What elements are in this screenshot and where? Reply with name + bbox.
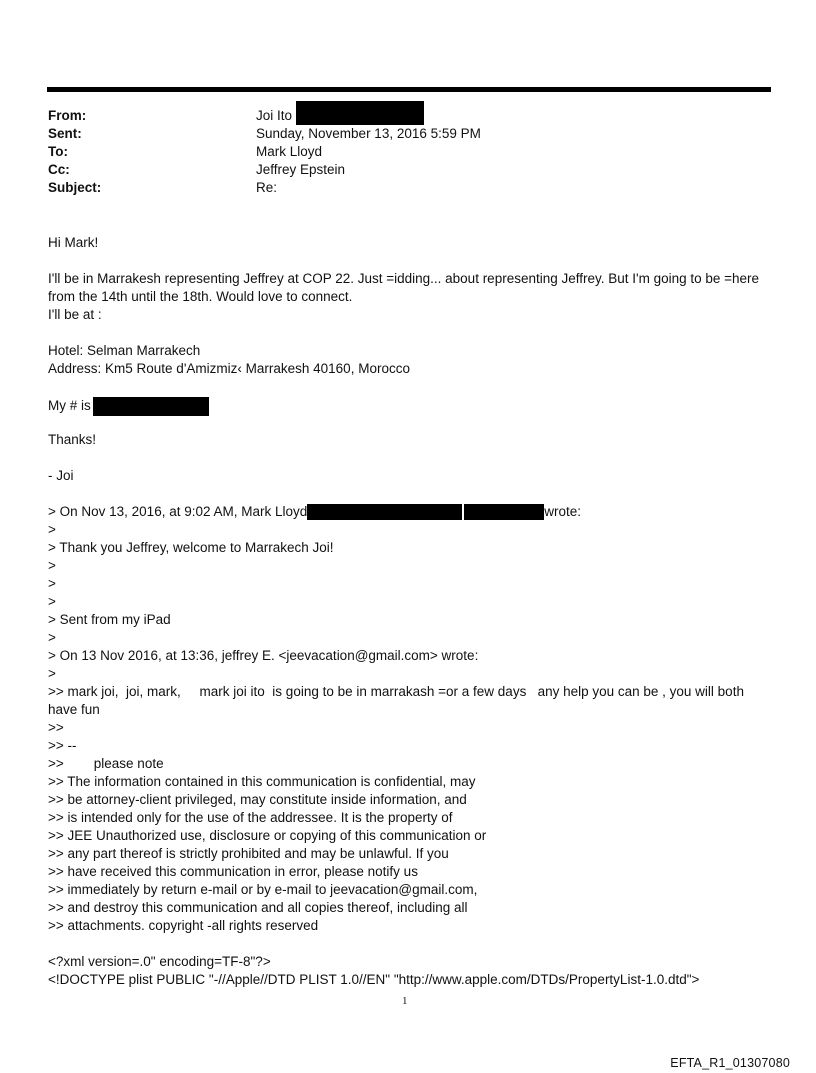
to-value: Mark Lloyd <box>256 144 323 159</box>
sent-label: Sent: <box>48 126 82 141</box>
subject-label: Subject: <box>48 180 102 195</box>
disclaimer-line: >> The information contained in this communication is confidential, may <box>48 774 476 789</box>
quote-line: have fun <box>48 702 100 717</box>
quote-line <box>48 503 581 521</box>
hotel-line: Hotel: Selman Marrakech <box>48 343 201 358</box>
quote-line: >> <box>48 720 64 735</box>
quote-line: > Sent from my iPad <box>48 612 171 627</box>
redaction-box <box>464 504 544 520</box>
disclaimer-line: >> is intended only for the use of the addressee. It is the property of <box>48 810 453 825</box>
page-number: 1 <box>402 995 408 1007</box>
cc-label: Cc: <box>48 162 70 177</box>
subject-value: Re: <box>256 180 278 195</box>
xml-line: <!DOCTYPE plist PUBLIC "-//Apple//DTD PLIST 1.0//EN" "http://www.apple.com/DTDs/PropertyList-1.0.dtd"> <box>48 972 700 987</box>
disclaimer-line: >> and destroy this communication and all copies thereof, including all <box>48 900 468 915</box>
quote-line: > Thank you Jeffrey, welcome to Marrakech Joi! <box>48 540 334 555</box>
disclaimer-line: >> be attorney-client privileged, may constitute inside information, and <box>48 792 467 807</box>
signature: - Joi <box>48 468 74 483</box>
redaction-box <box>296 101 424 125</box>
body-line: from the 14th until the 18th. Would love to connect. <box>48 289 353 304</box>
quote-line: > <box>48 522 56 537</box>
redaction-box <box>307 504 462 520</box>
thanks-line: Thanks! <box>48 432 97 447</box>
header-rule <box>47 87 771 92</box>
quote-suffix: wrote: <box>544 504 582 519</box>
body-line: I'll be in Marrakesh representing Jeffrey at COP 22. Just =idding... about representing Jeffrey. But I'm going to be =here <box>48 271 760 286</box>
to-label: To: <box>48 144 68 159</box>
sent-value: Sunday, November 13, 2016 5:59 PM <box>256 126 481 141</box>
body-line: I'll be at : <box>48 307 102 322</box>
disclaimer-line: >> JEE Unauthorized use, disclosure or copying of this communication or <box>48 828 487 843</box>
from-label: From: <box>48 108 87 123</box>
quote-line: >> mark joi, joi, mark, mark joi ito is going to be in marrakash =or a few days any help you can be , you will both <box>48 684 744 699</box>
quote-line: > On 13 Nov 2016, at 13:36, jeffrey E. <jeevacation@gmail.com> wrote: <box>48 648 479 663</box>
phone-label: My # is <box>48 398 91 414</box>
greeting: Hi Mark! <box>48 235 99 250</box>
disclaimer-line: >> immediately by return e-mail or by e-mail to jeevacation@gmail.com, <box>48 882 478 897</box>
from-name: Joi Ito <box>256 108 293 123</box>
quote-line: > <box>48 594 56 609</box>
quote-line: > <box>48 576 56 591</box>
from-value <box>256 107 424 125</box>
disclaimer-line: >> any part thereof is strictly prohibited and may be unlawful. If you <box>48 846 449 861</box>
quote-line: > <box>48 630 56 645</box>
quote-line: > <box>48 666 56 681</box>
quote-prefix: > On Nov 13, 2016, at 9:02 AM, Mark Lloyd <box>48 504 308 519</box>
xml-line: <?xml version=.0" encoding=TF-8"?> <box>48 954 271 969</box>
quote-line: >> -- <box>48 738 77 753</box>
disclaimer-line: >> attachments. copyright -all rights reserved <box>48 918 319 933</box>
redaction-box <box>93 397 209 416</box>
disclaimer-line: >> have received this communication in error, please notify us <box>48 864 418 879</box>
cc-value: Jeffrey Epstein <box>256 162 346 177</box>
quote-line: >> please note <box>48 756 164 771</box>
address-line: Address: Km5 Route d'Amizmiz‹ Marrakesh 40160, Morocco <box>48 361 410 376</box>
phone-line <box>48 397 209 416</box>
quote-line: > <box>48 558 56 573</box>
document-id: EFTA_R1_01307080 <box>670 1056 790 1070</box>
